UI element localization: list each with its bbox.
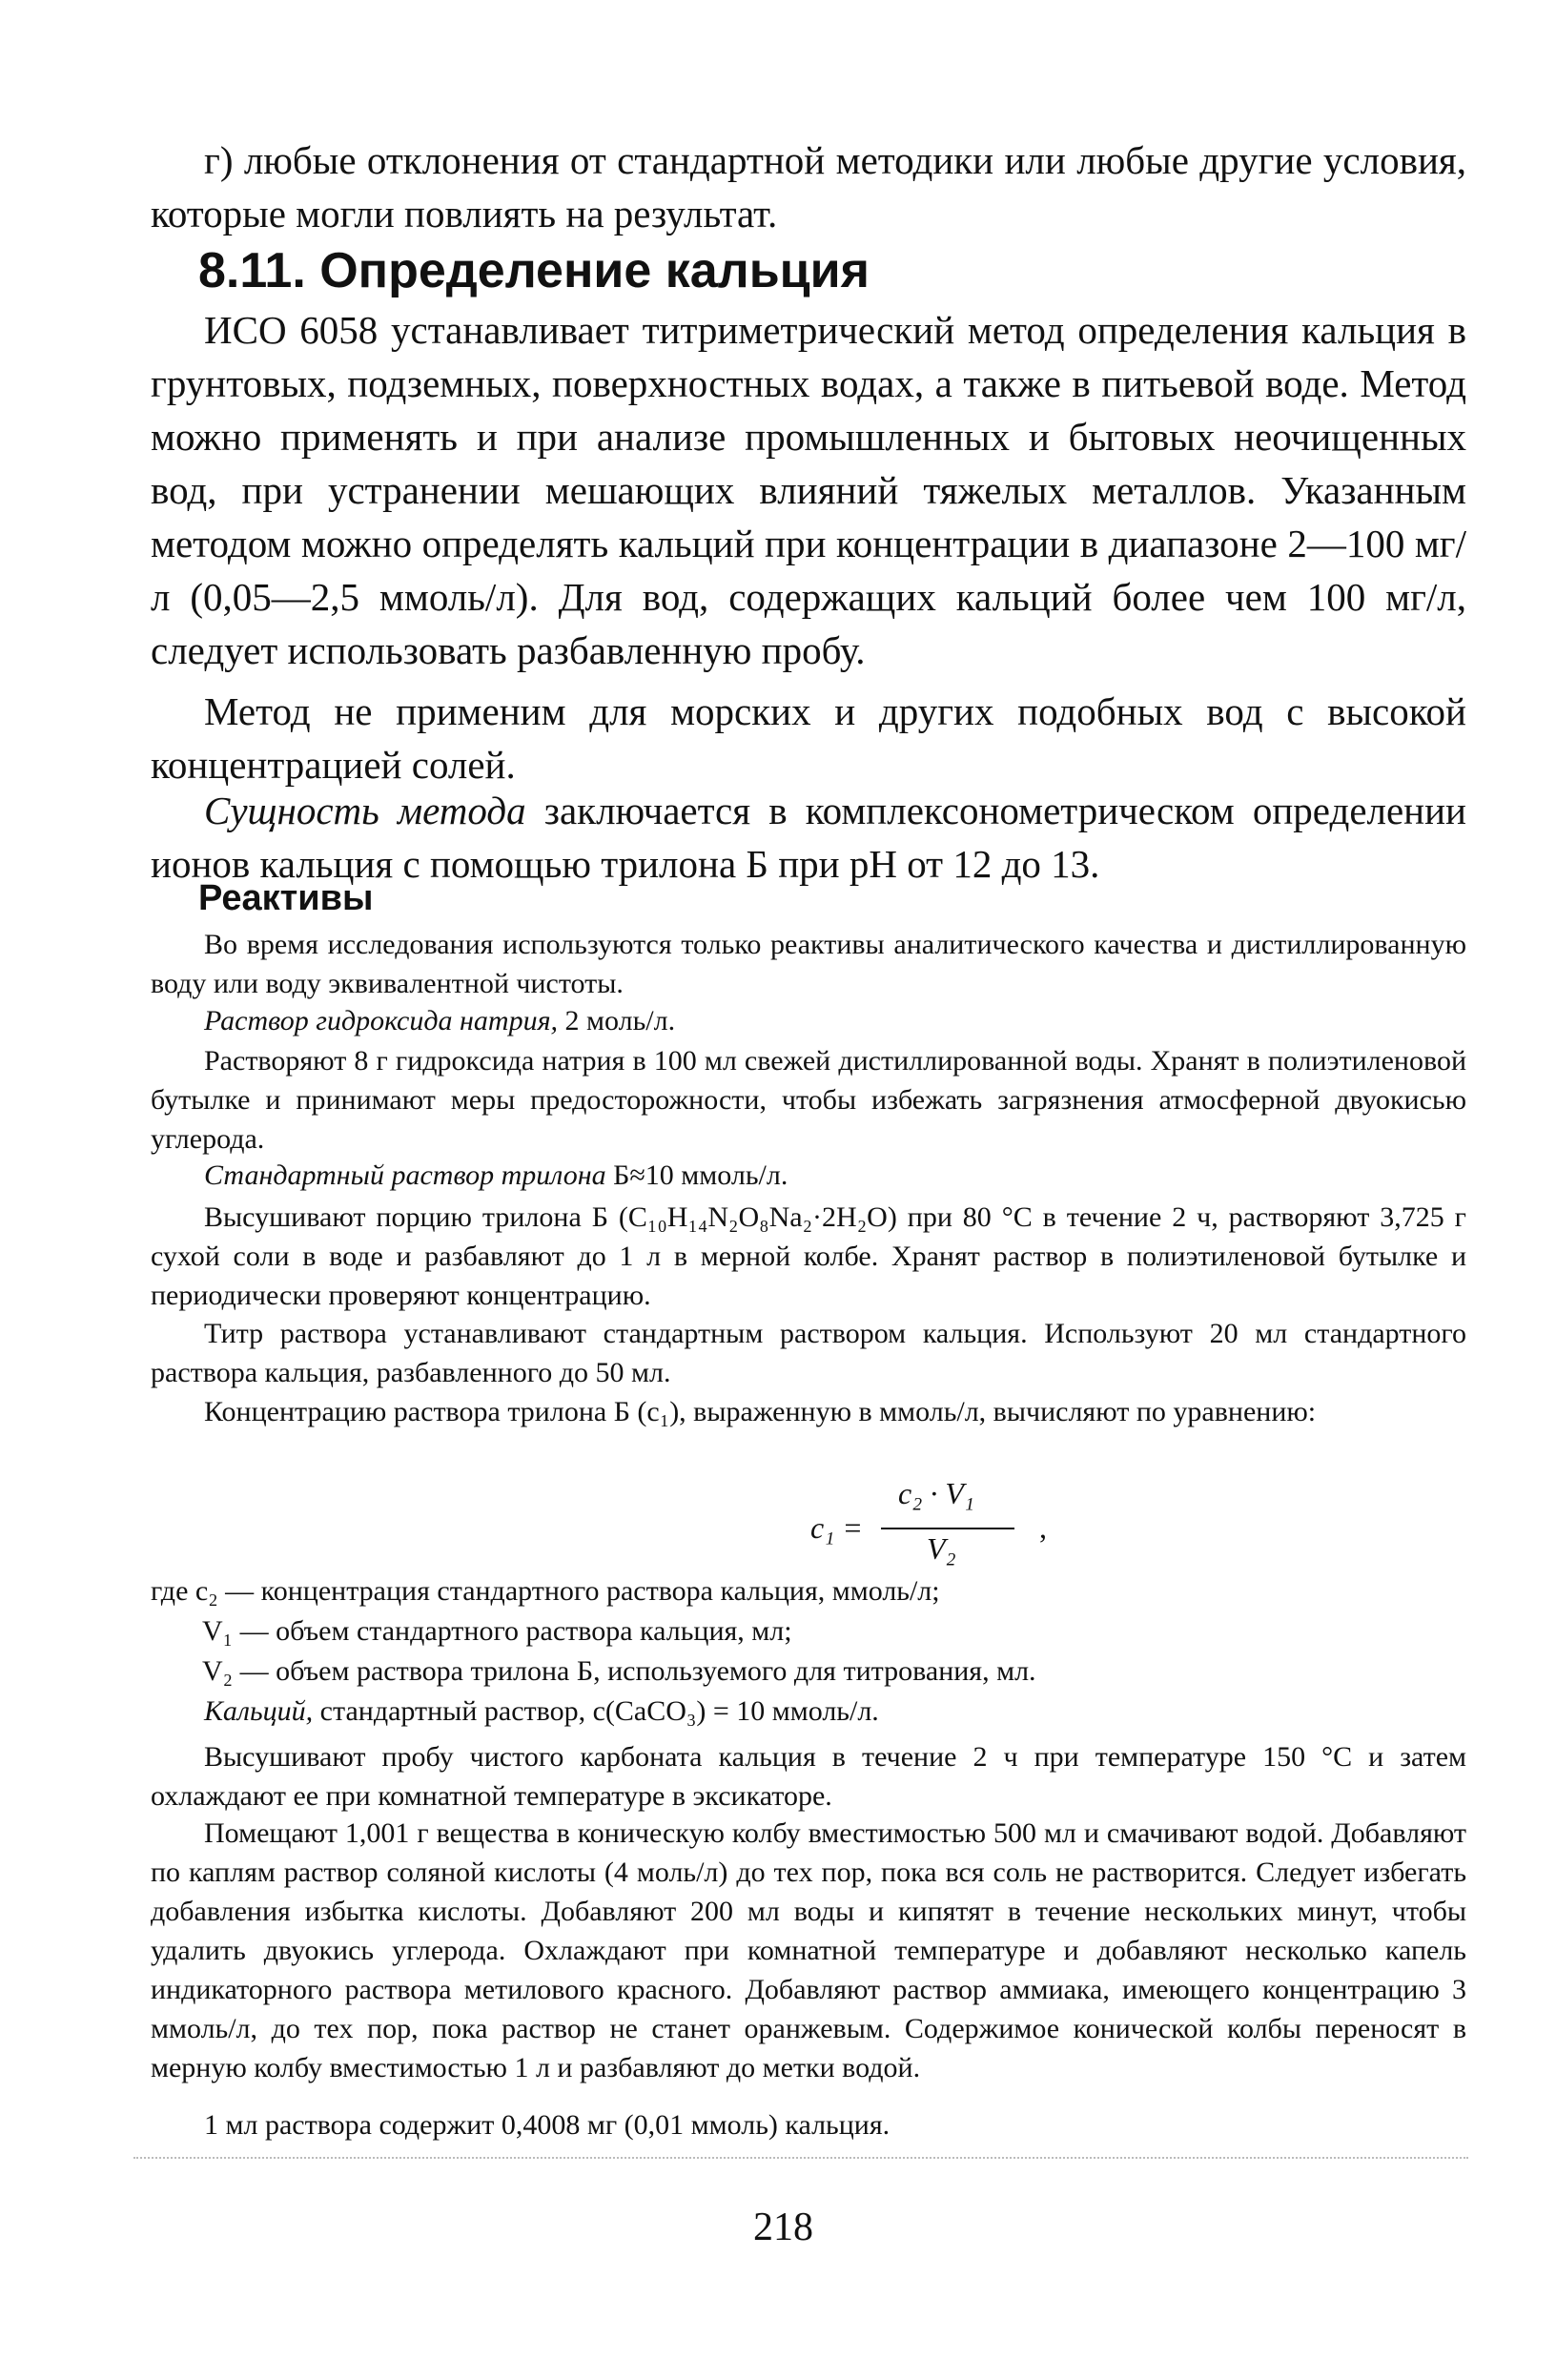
concentration-text: Концентрацию раствора трилона Б (c₁), выраженную в ммоль/л, вычисляют по уравнению: — [204, 1396, 1317, 1427]
reagents-heading: Реактивы — [198, 878, 374, 918]
calcium-heading — [151, 1692, 1466, 1731]
calcium-title: Кальций, — [204, 1695, 314, 1727]
final-text: 1 мл раствора содержит 0,4008 мг (0,01 ммоль) кальция. — [204, 2109, 891, 2141]
where-line-1: где c₂ — концентрация стандартного раствора кальция, ммоль/л; — [151, 1575, 940, 1607]
naoh-heading — [151, 1001, 1466, 1040]
formula-c1 — [810, 1476, 1116, 1571]
naoh-text: Растворяют 8 г гидроксида натрия в 100 мл свежей дистиллированной воды. Хранят в полиэтиленовой бутылке и принимают меры предосторожности, чтобы избежать загрязнения атмосферной двуокисью углерода. — [151, 1045, 1466, 1155]
intro-item: г) любые отклонения от стандартной методики или любые другие условия, которые могли повлиять на результат. — [151, 138, 1466, 236]
formula-numerator: c₂ · V₁ — [898, 1476, 974, 1510]
preparation-text: Помещают 1,001 г вещества в коническую колбу вместимостью 500 мл и смачивают водой. Добавляют по каплям раствор соляной кислоты (4 моль/л) до тех пор, пока вся соль не растворится. Следует избегать добавления избытка кислоты. Добавляют 200 мл воды и кипятят в течение нескольких минут, чтобы удалить двуокись углерода. Охлаждают при комнатной температуре и добавляют несколько капель индикаторного раствора метилового красного. Добавляют раствор аммиака, имеющего концентрацию 3 ммоль/л, до тех пор, пока раствор не станет оранжевым. Содержимое конической колбы переносят в мерную колбу вместимостью 1 л и разбавляют до метки водой. — [151, 1817, 1466, 2083]
essence-text: заключается в комплексонометрическом определении ионов кальция с помощью трилона Б при рН от 12 до 13. — [151, 789, 1466, 886]
fraction-bar — [881, 1528, 1014, 1529]
titre-text: Титр раствора устанавливают стандартным раствором кальция. Используют 20 мл стандартного раствора кальция, разбавленного до 50 мл. — [151, 1318, 1466, 1388]
trilon-heading — [151, 1156, 1466, 1195]
trilon-title: Стандартный раствор трилона — [204, 1159, 606, 1191]
paragraph-limitation: Метод не применим для морских и других подобных вод с высокой концентрацией солей. — [151, 689, 1466, 787]
scan-artifact-line — [133, 2157, 1468, 2159]
drying-text: Высушивают пробу чистого карбоната кальция в течение 2 ч при температуре 150 °С и затем охлаждают ее при комнатной температуре в эксикаторе. — [151, 1741, 1466, 1812]
naoh-title: Раствор гидроксида натрия, — [204, 1005, 559, 1036]
reagents-intro: Во время исследования используются только реактивы аналитического качества и дистиллированную воду или воду эквивалентной чистоты. — [151, 929, 1466, 999]
paragraph-scope: ИСО 6058 устанавливает титриметрический метод определения кальция в грунтовых, подземных, поверхностных водах, а также в питьевой воде. Метод можно применять и при анализе промышленных и бытовых неочищенных вод, при устранении мешающих влияний тяжелых металлов. Указанным методом можно определять кальций при концентрации в диапазоне 2—100 мг/л (0,05—2,5 ммоль/л). Для вод, содержащих кальций более чем 100 мг/л, следует использовать разбавленную пробу. — [151, 308, 1466, 672]
formula-comma: , — [1039, 1510, 1047, 1545]
calcium-conc: стандартный раствор, c(CaCO₃) = 10 ммоль/л. — [313, 1695, 879, 1727]
trilon-text: Высушивают порцию трилона Б (C₁₀H₁₄N₂O₈Na₂·2H₂O) при 80 °С в течение 2 ч, растворяют 3,725 г сухой соли в воде и разбавляют до 1 л в мерной колбе. Хранят раствор в полиэтиленовой бутылке и периодически проверяют концентрацию. — [151, 1201, 1466, 1311]
formula-lhs: c₁ = — [810, 1510, 863, 1545]
where-line-2: V₁ — объем стандартного раствора кальция, мл; — [202, 1615, 792, 1647]
where-line-3: V₂ — объем раствора трилона Б, используемого для титрования, мл. — [202, 1655, 1036, 1687]
section-title: 8.11. Определение кальция — [198, 243, 870, 298]
naoh-conc: 2 моль/л. — [558, 1005, 676, 1036]
formula-denominator: V₂ — [927, 1531, 956, 1566]
essence-label: Сущность метода — [204, 789, 526, 832]
page-number: 218 — [753, 2206, 813, 2249]
trilon-conc: Б≈10 ммоль/л. — [605, 1159, 788, 1191]
